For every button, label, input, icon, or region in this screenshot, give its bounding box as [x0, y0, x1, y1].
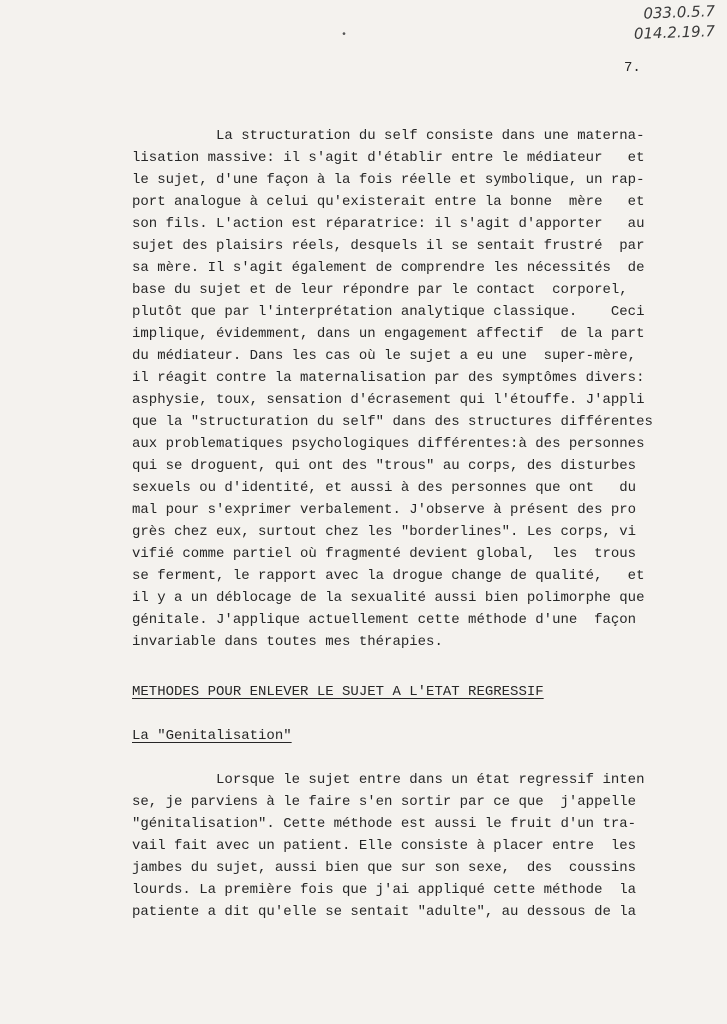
- text-line: génitale. J'applique actuellement cette méthode d'une façon: [132, 612, 637, 628]
- text-line: vail fait avec un patient. Elle consiste à placer entre les: [132, 838, 637, 854]
- archive-code-1: 033.0.5.7: [643, 2, 716, 23]
- text-line: aux problematiques psychologiques différentes:à des personnes: [132, 436, 645, 452]
- text-line: port analogue à celui qu'existerait entre la bonne mère et: [132, 194, 645, 210]
- text-line: lourds. La première fois que j'ai appliqué cette méthode la: [132, 882, 637, 898]
- text-line: grès chez eux, surtout chez les "borderlines". Les corps, vi: [132, 524, 637, 540]
- text-line: il y a un déblocage de la sexualité aussi bien polimorphe que: [132, 590, 645, 606]
- text-line: asphysie, toux, sensation d'écrasement qui l'étouffe. J'appli: [132, 392, 645, 408]
- text-line: sujet des plaisirs réels, desquels il se sentait frustré par: [132, 238, 645, 254]
- text-line: se ferment, le rapport avec la drogue change de qualité, et: [132, 568, 645, 584]
- text-line: lisation massive: il s'agit d'établir entre le médiateur et: [132, 150, 645, 166]
- text-line: La structuration du self consiste dans une materna-: [132, 128, 645, 144]
- text-line: du médiateur. Dans les cas où le sujet a eu une super-mère,: [132, 348, 637, 364]
- text-line: mal pour s'exprimer verbalement. J'observe à présent des pro: [132, 502, 637, 518]
- text-line: que la "structuration du self" dans des structures différentes: [132, 414, 653, 430]
- text-line: sa mère. Il s'agit également de comprendre les nécessités de: [132, 260, 645, 276]
- section-heading: METHODES POUR ENLEVER LE SUJET A L'ETAT REGRESSIF: [132, 684, 544, 700]
- text-line: base du sujet et de leur répondre par le contact corporel,: [132, 282, 628, 298]
- text-line: le sujet, d'une façon à la fois réelle et symbolique, un rap-: [132, 172, 645, 188]
- subsection-heading: La "Genitalisation": [132, 728, 292, 744]
- text-line: son fils. L'action est réparatrice: il s'agit d'apporter au: [132, 216, 645, 232]
- archive-code-2: 014.2.19.7: [633, 22, 716, 43]
- text-line: "génitalisation". Cette méthode est aussi le fruit d'un tra-: [132, 816, 637, 832]
- text-line: qui se droguent, qui ont des "trous" au corps, des disturbes: [132, 458, 637, 474]
- text-line: sexuels ou d'identité, et aussi à des personnes que ont du: [132, 480, 637, 496]
- stray-mark: •: [341, 30, 348, 41]
- text-line: invariable dans toutes mes thérapies.: [132, 634, 443, 650]
- page-number: 7.: [624, 60, 641, 76]
- text-line: jambes du sujet, aussi bien que sur son sexe, des coussins: [132, 860, 637, 876]
- text-line: Lorsque le sujet entre dans un état regressif inten: [132, 772, 645, 788]
- text-line: il réagit contre la maternalisation par des symptômes divers:: [132, 370, 645, 386]
- text-line: se, je parviens à le faire s'en sortir par ce que j'appelle: [132, 794, 637, 810]
- text-line: patiente a dit qu'elle se sentait "adulte", au dessous de la: [132, 904, 637, 920]
- text-line: vifié comme partiel où fragmenté devient global, les trous: [132, 546, 637, 562]
- text-line: implique, évidemment, dans un engagement affectif de la part: [132, 326, 645, 342]
- text-line: plutôt que par l'interprétation analytique classique. Ceci: [132, 304, 645, 320]
